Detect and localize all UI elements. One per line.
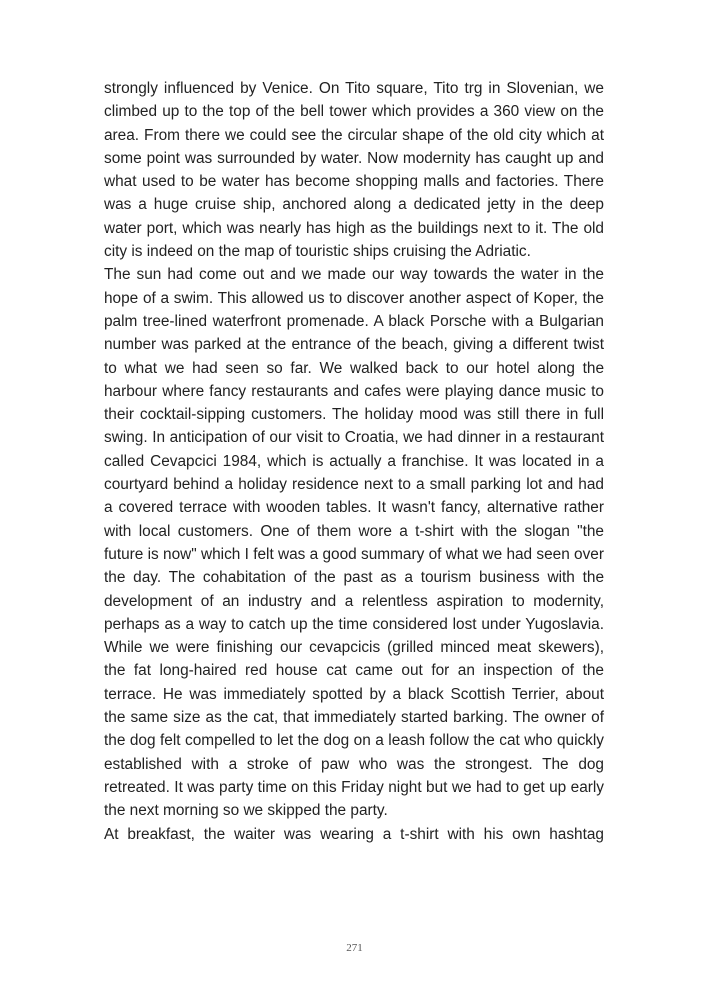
page-number: 271 xyxy=(346,942,363,954)
paragraph-1: strongly influenced by Venice. On Tito square, Tito trg in Slovenian, we climbed up to the top of the bell tower which provides a 360 view on the area. From there we could see the circular shape of the old city which at some point was surrounded by water. Now modernity has caught up and what used to be water has become shopping malls and factories. There was a huge cruise ship, anchored along a dedicated jetty in the deep water port, which was nearly has high as the buildings next to it. The old city is indeed on the map of touristic ships cruising the Adriatic. xyxy=(104,80,604,261)
body-text xyxy=(104,77,604,846)
paragraph-2: The sun had come out and we made our way towards the water in the hope of a swim. This allowed us to discover another aspect of Koper, the palm tree-lined waterfront promenade. A black Porsche with a Bulgarian number was parked at the entrance of the beach, giving a different twist to what we had seen so far. We walked back to our hotel along the harbour where fancy restaurants and cafes were playing dance music to their cocktail-sipping customers. The holiday mood was still there in full swing. In anticipation of our visit to Croatia, we had dinner in a restaurant called Cevapcici 1984, which is actually a franchise. It was located in a courtyard behind a holiday residence next to a small parking lot and had a covered terrace with wooden tables. It wasn't fancy, alternative rather with local customers. One of them wore a t-shirt with the slogan "the future is now" which I felt was a good summary of what we had seen over the day. The cohabitation of the past as a tourism business with the development of an industry and a relentless aspiration to modernity, perhaps as a way to catch up the time considered lost under Yugoslavia. While we were finishing our cevapcicis (grilled minced meat skewers), the fat long-haired red house cat came out for an inspection of the terrace. He was immediately spotted by a black Scottish Terrier, about the same size as the cat, that immediately started barking. The owner of the dog felt compelled to let the dog on a leash follow the cat who quickly established with a stroke of paw who was the strongest. The dog retreated. It was party time on this Friday night but we had to get up early the next morning so we skipped the party. xyxy=(104,266,604,820)
paragraph-3: At breakfast, the waiter was wearing a t-shirt with his own hashtag xyxy=(104,825,604,843)
